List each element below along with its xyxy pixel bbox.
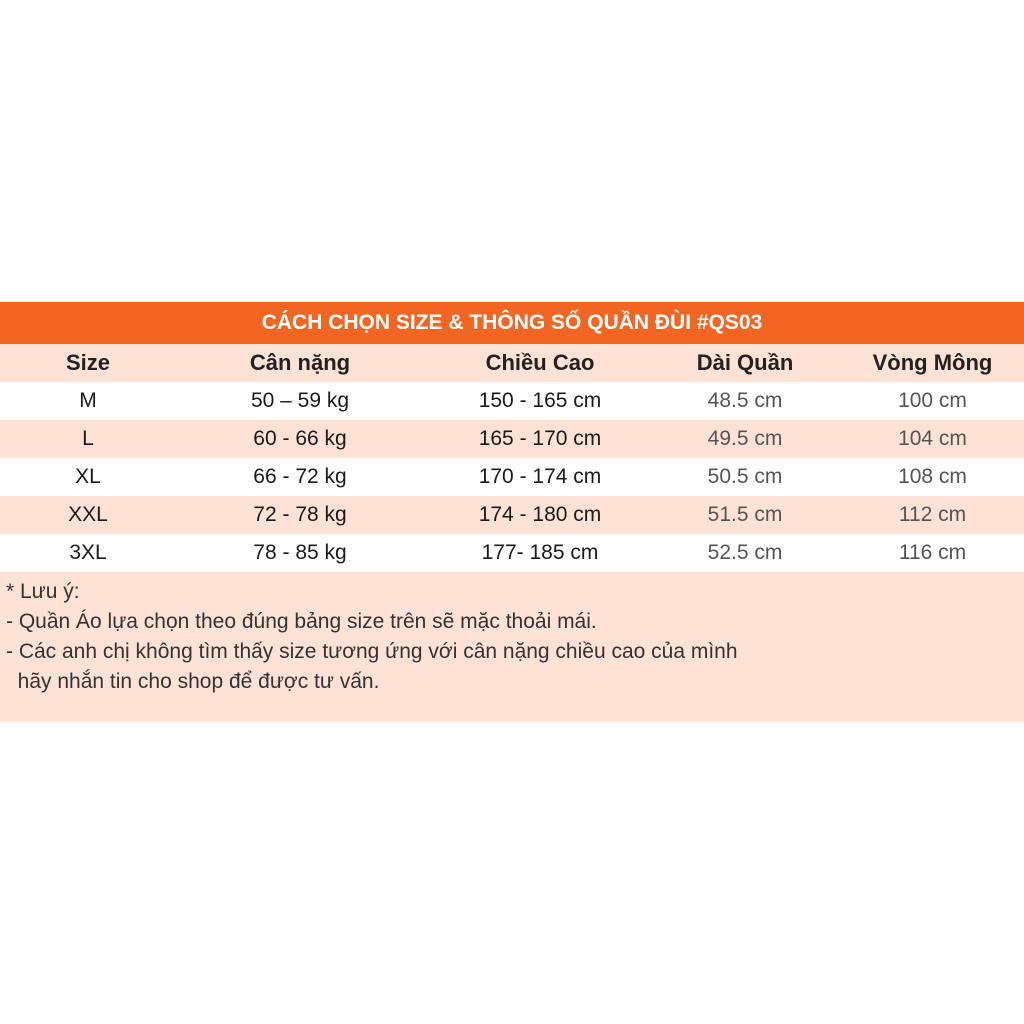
table-row: [0, 534, 1024, 572]
cell-weight: 50 – 59 kg: [250, 389, 350, 412]
cell-weight: 72 - 78 kg: [253, 503, 347, 526]
note-line: hãy nhắn tin cho shop để được tư vấn.: [6, 670, 380, 693]
notes-panel: [0, 572, 1024, 722]
note-line: - Các anh chị không tìm thấy size tương ứng với cân nặng chiều cao của mình: [6, 640, 738, 663]
header-size: Size: [65, 350, 111, 375]
cell-size: 3XL: [69, 541, 107, 564]
table-row: [0, 458, 1024, 496]
table-row: [0, 496, 1024, 534]
chart-title: CÁCH CHỌN SIZE & THÔNG SỐ QUẦN ĐÙI #QS03: [0, 302, 1024, 344]
cell-hip: 100 cm: [898, 389, 967, 412]
size-chart: [0, 302, 1024, 722]
note-line: - Quần Áo lựa chọn theo đúng bảng size trên sẽ mặc thoải mái.: [6, 610, 597, 633]
table-row: [0, 382, 1024, 420]
header-length: Dài Quần: [696, 350, 794, 375]
cell-length: 48.5 cm: [707, 389, 783, 412]
header-weight: Cân nặng: [249, 350, 351, 375]
cell-length: 51.5 cm: [707, 503, 783, 526]
cell-height: 165 - 170 cm: [478, 427, 602, 450]
cell-size: L: [82, 427, 94, 450]
cell-size: XXL: [68, 503, 108, 526]
cell-hip: 116 cm: [898, 541, 967, 564]
cell-weight: 66 - 72 kg: [253, 465, 347, 488]
cell-weight: 78 - 85 kg: [253, 541, 347, 564]
cell-size: XL: [75, 465, 101, 488]
cell-height: 170 - 174 cm: [478, 465, 602, 488]
header-height: Chiều Cao: [485, 350, 595, 375]
table-header-row: [0, 344, 1024, 382]
cell-length: 52.5 cm: [707, 541, 783, 564]
cell-size: M: [79, 389, 97, 412]
cell-height: 174 - 180 cm: [478, 503, 602, 526]
cell-weight: 60 - 66 kg: [253, 427, 347, 450]
cell-height: 177- 185 cm: [481, 541, 599, 564]
cell-length: 49.5 cm: [707, 427, 783, 450]
cell-hip: 112 cm: [898, 503, 967, 526]
cell-hip: 108 cm: [898, 465, 967, 488]
table-row: [0, 420, 1024, 458]
cell-height: 150 - 165 cm: [478, 389, 602, 412]
cell-hip: 104 cm: [898, 427, 967, 450]
note-heading: * Lưu ý:: [6, 580, 80, 603]
cell-length: 50.5 cm: [707, 465, 783, 488]
header-hip: Vòng Mông: [872, 350, 993, 375]
